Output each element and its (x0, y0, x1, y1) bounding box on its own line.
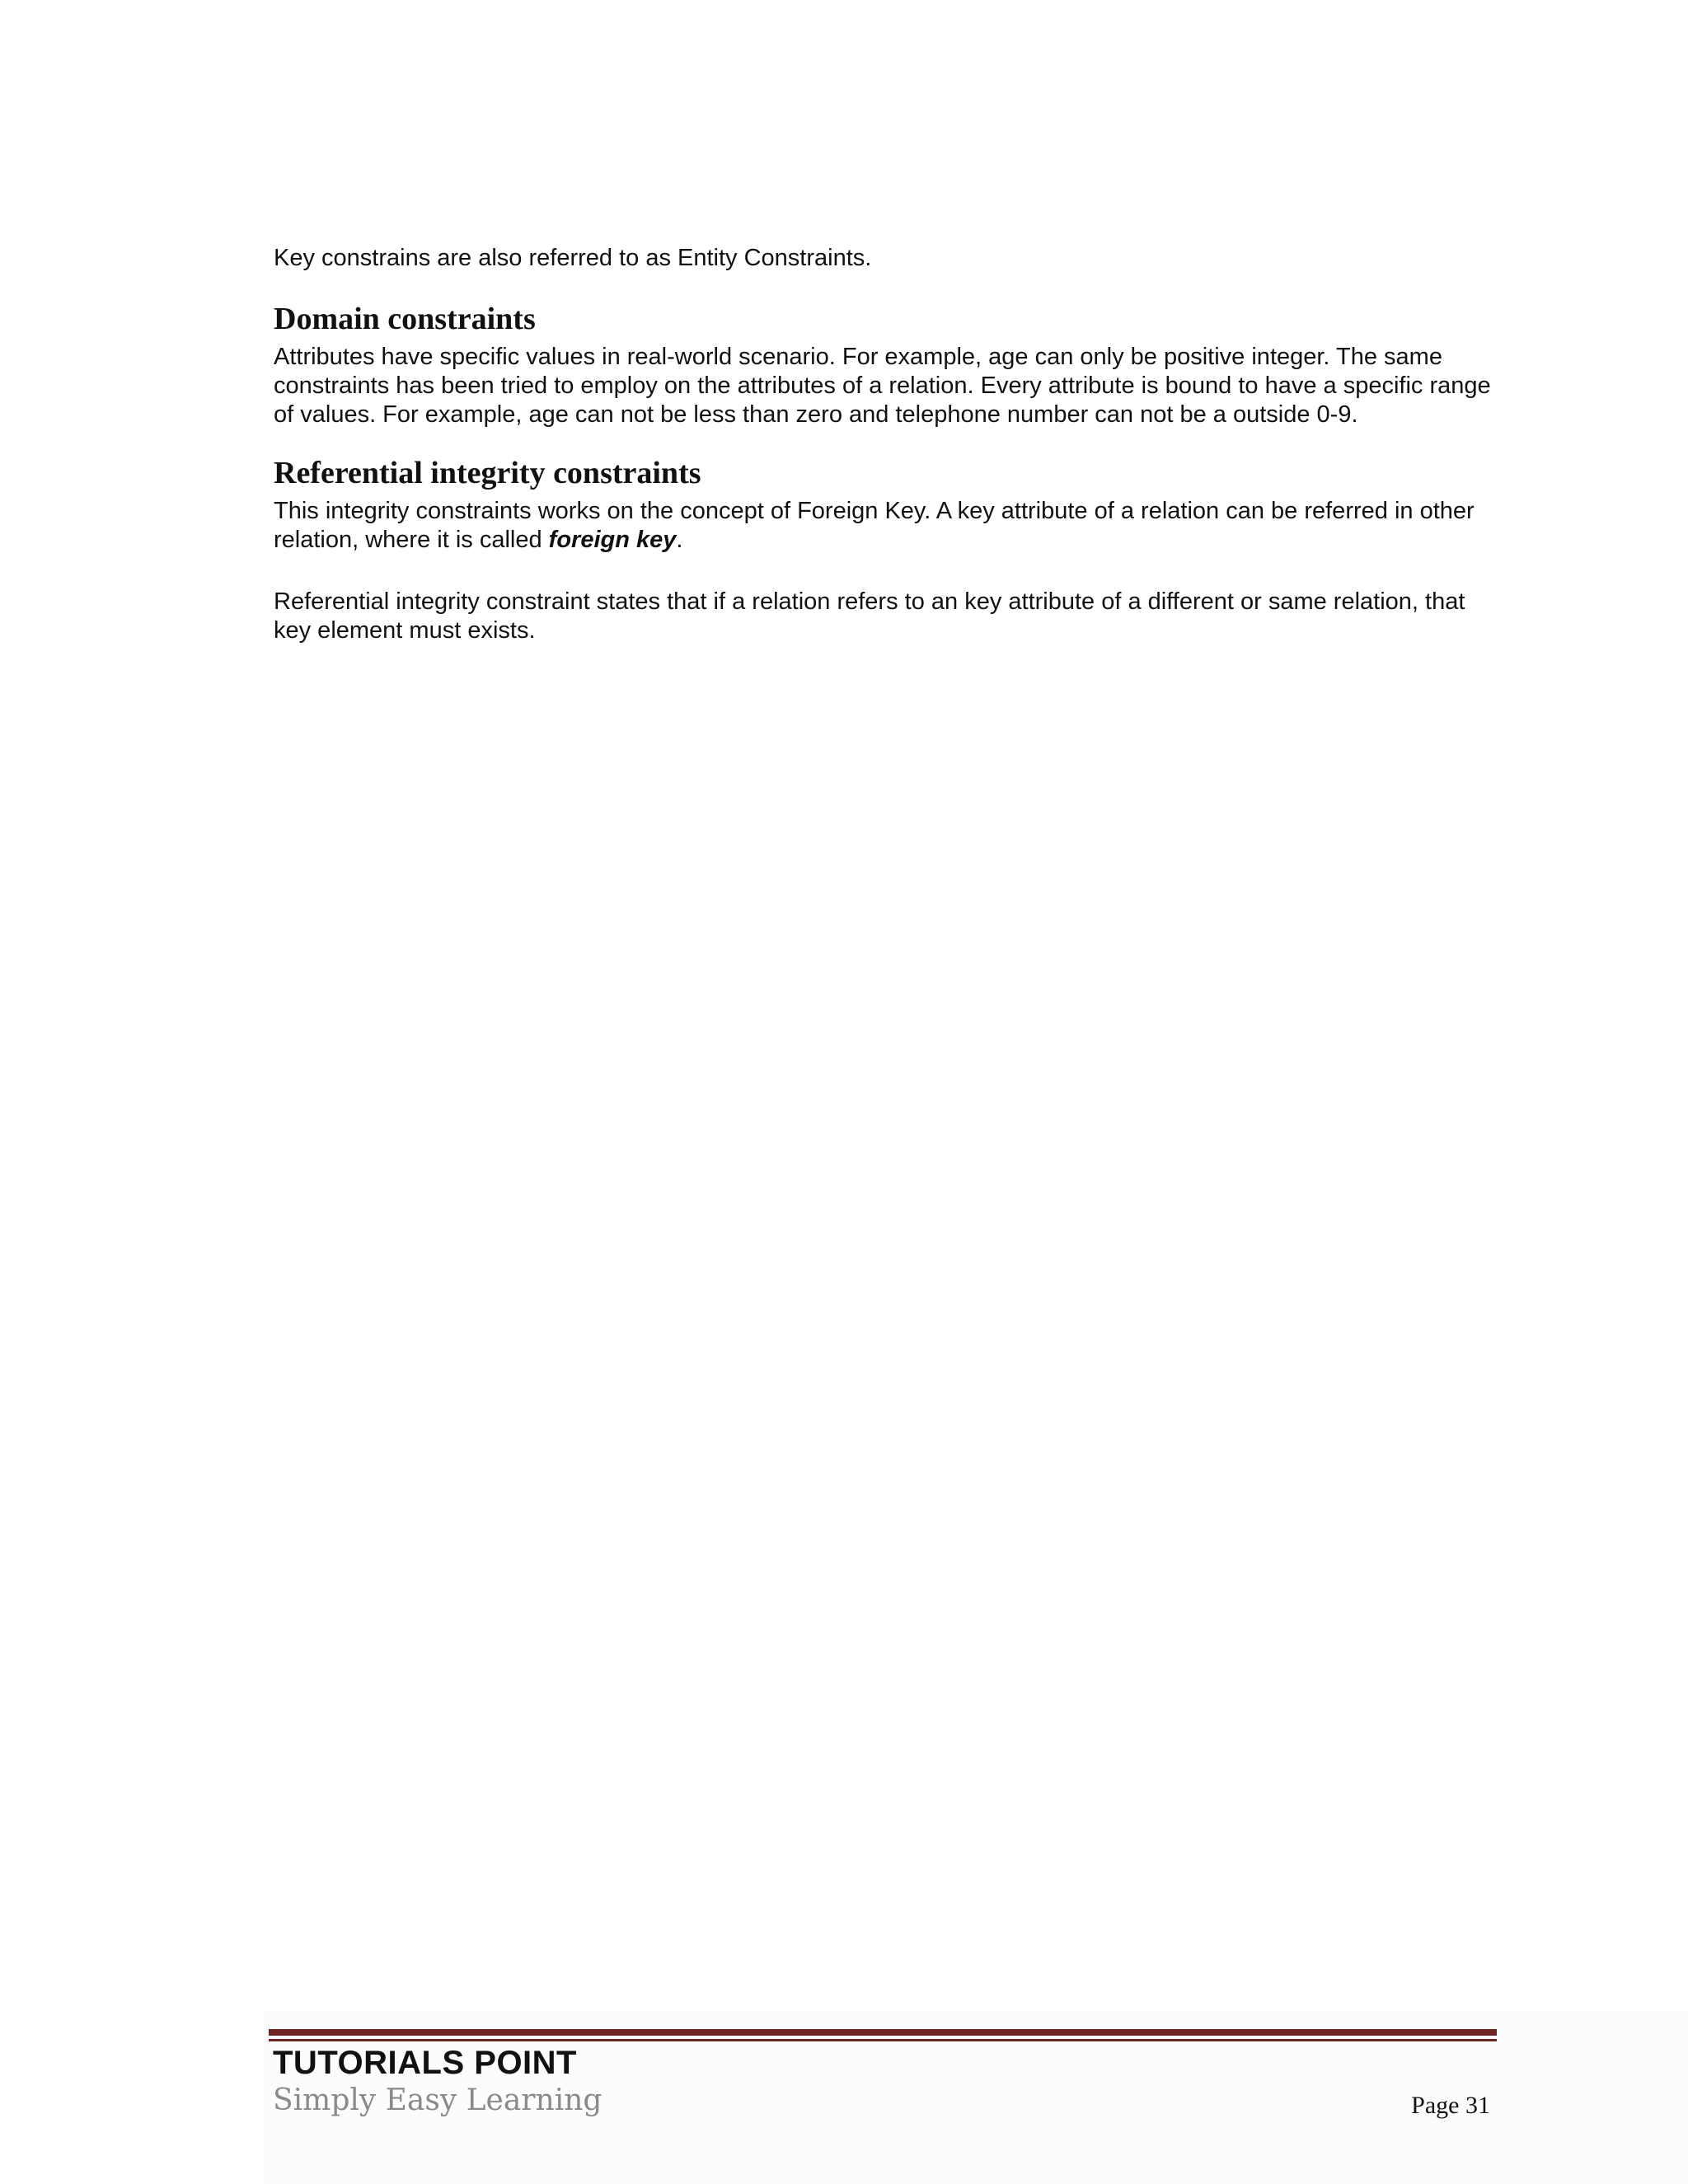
footer-rule-thin (269, 2039, 1497, 2041)
page-body (274, 244, 1493, 645)
referential-integrity-paragraph-2: Referential integrity constraint states that if a relation refers to an key attribute of a different or same relation, that key element must exists. (274, 588, 1465, 644)
foreign-key-emphasis: foreign key (548, 527, 677, 553)
referential-integrity-paragraph-1 (274, 497, 1493, 555)
footer-tagline: Simply Easy Learning (273, 2083, 603, 2117)
domain-constraints-paragraph: Attributes have specific values in real-world scenario. For example, age can only be positive integer. The same constraints has been tried to employ on the attributes of a relation. Every attribute is bound to have a specific range of values. For example, age can not be less than zero and telephone number can not be a outside 0-9. (274, 344, 1491, 428)
paragraph-text: This integrity constraints works on the concept of Foreign Key. A key attribute of a relation can be referred in other relation, where it is called (274, 498, 1475, 553)
paragraph-end: . (676, 527, 683, 553)
footer-brand: TUTORIALS POINT (273, 2045, 577, 2081)
domain-constraints-heading: Domain constraints (274, 302, 536, 336)
referential-integrity-heading: Referential integrity constraints (274, 456, 701, 490)
page-number: Page 31 (1411, 2092, 1490, 2119)
footer-rule-thick (269, 2029, 1497, 2036)
intro-paragraph: Key constrains are also referred to as Entity Constraints. (274, 245, 872, 271)
